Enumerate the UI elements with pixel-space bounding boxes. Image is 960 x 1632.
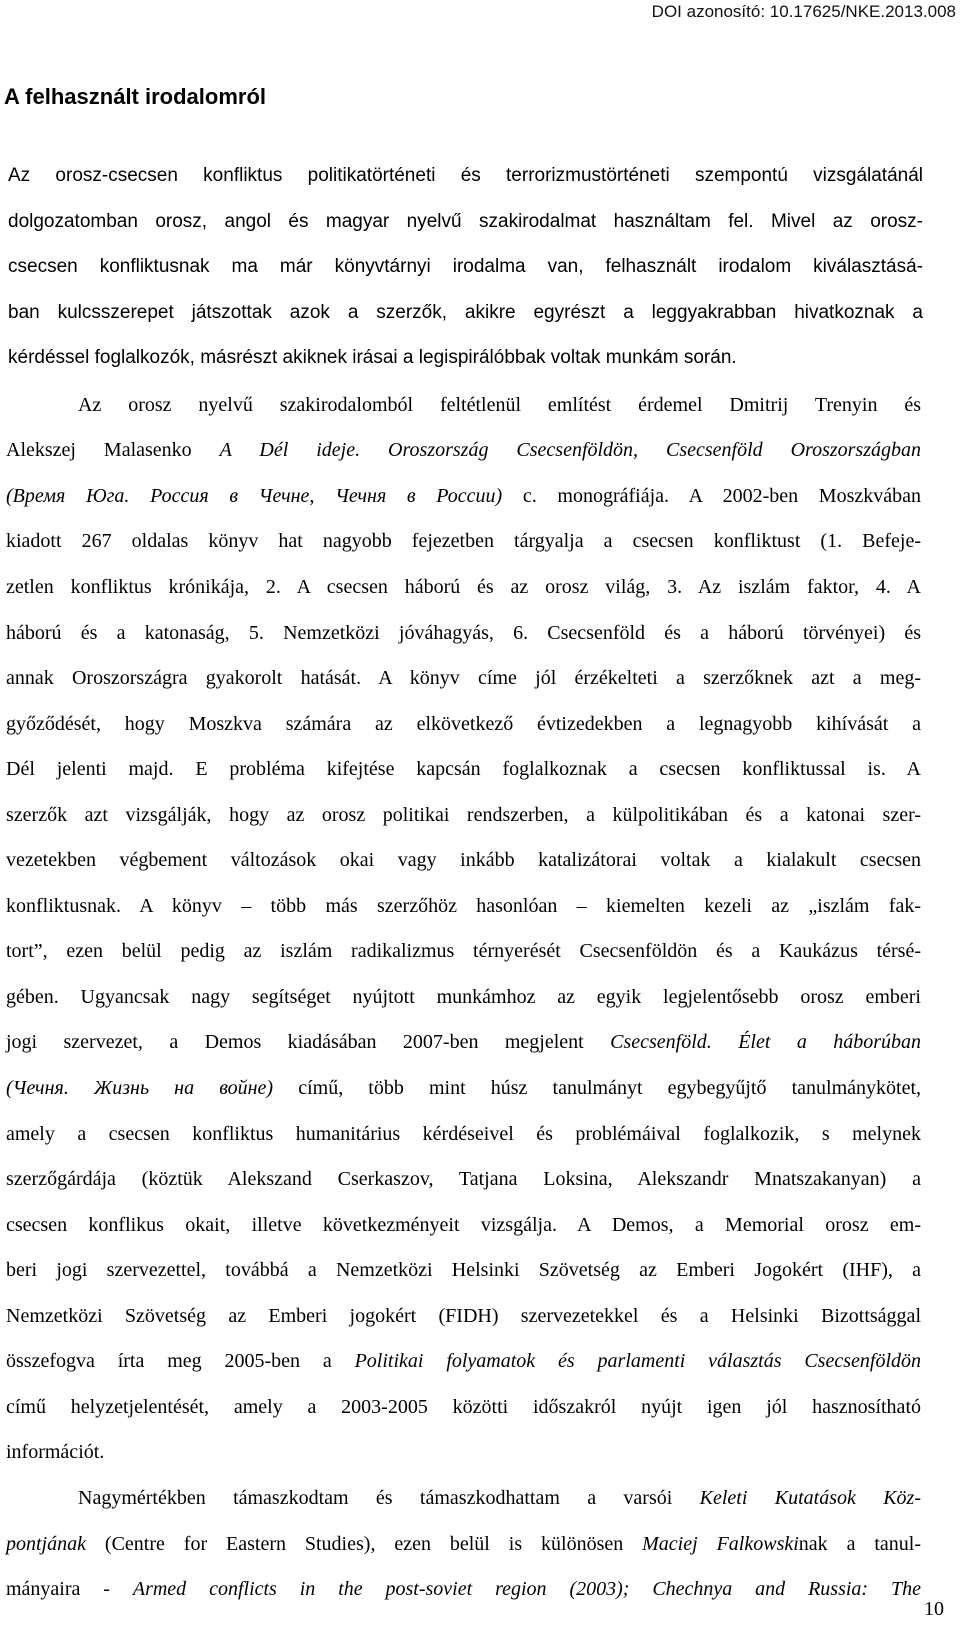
text-span: Dél jelenti majd. E probléma kifejtése kapcsán foglalkoznak a csecsen konfliktussal is. A — [6, 758, 921, 780]
text-span: Az orosz-csecsen konfliktus politikatörténeti és terrorizmustörténeti szempontú vizsgálatánál — [8, 165, 923, 186]
text-line — [6, 849, 921, 872]
italic-text: A Dél ideje. Oroszország Csecsenföldön, Csecsenföld Oroszországban — [219, 439, 921, 461]
text-span: nak a tanul- — [798, 1533, 921, 1555]
text-line — [6, 1578, 921, 1601]
text-line — [6, 940, 921, 963]
text-line — [6, 713, 921, 736]
italic-text: Maciej Falkowski — [642, 1533, 799, 1555]
text-line — [8, 302, 923, 324]
text-span: vezetekben végbement változások okai vagy inkább katalizátorai voltak a kialakult csecsen — [6, 849, 921, 871]
text-span: gében. Ugyancsak nagy segítséget nyújtott munkámhoz az egyik legjelentősebb orosz emberi — [6, 986, 921, 1008]
text-span: szerzők azt vizsgálják, hogy az orosz politikai rendszerben, a külpolitikában és a katonai szer- — [6, 804, 921, 826]
text-span: annak Oroszországra gyakorolt hatását. A könyv címe jól érzékelteti a szerzőknek azt a meg- — [6, 667, 921, 689]
text-line — [6, 1123, 921, 1146]
text-span: című helyzetjelentését, amely a 2003-2005 közötti időszakról nyújt igen jól hasznosítható — [6, 1396, 921, 1418]
text-line — [8, 256, 923, 278]
italic-text: Politikai folyamatok és parlamenti választás Csecsenföldön — [354, 1350, 921, 1372]
text-line — [78, 394, 921, 417]
text-span: mányaira - — [6, 1578, 133, 1600]
italic-text: (Чечня. Жизнь на войне) — [6, 1077, 274, 1099]
text-span: csecsen konfliktusnak ma már könyvtárnyi irodalma van, felhasznált irodalom kiválasztásá- — [8, 256, 923, 277]
text-line — [6, 667, 921, 690]
section-title: A felhasznált irodalomról — [4, 84, 267, 109]
text-line — [6, 1305, 921, 1328]
doi-header: DOI azonosító: 10.17625/NKE.2013.008 — [651, 2, 956, 21]
text-line — [6, 1168, 921, 1191]
text-line — [8, 347, 923, 369]
text-span: Alekszej Malasenko — [6, 439, 220, 461]
text-span: beri jogi szervezettel, továbbá a Nemzetközi Helsinki Szövetség az Emberi Jogokért (IHF), a — [6, 1259, 921, 1281]
text-span: Az orosz nyelvű szakirodalomból feltétlenül említést érdemel Dmitrij Trenyin és — [78, 394, 921, 416]
italic-text: (Время Юга. Россия в Чечне, Чечня в России) — [6, 485, 503, 507]
text-line — [6, 1533, 921, 1556]
text-line — [6, 895, 921, 918]
text-span: jogi szervezet, a Demos kiadásában 2007-ben megjelent — [6, 1031, 611, 1053]
text-line — [6, 1259, 921, 1282]
text-span: dolgozatomban orosz, angol és magyar nyelvű szakirodalmat használtam fel. Mivel az orosz- — [8, 211, 923, 232]
text-line — [6, 1214, 921, 1237]
text-span: konfliktusnak. A könyv – több más szerzőhöz hasonlóan – kiemelten kezeli az „iszlám fak- — [6, 895, 921, 917]
text-line — [6, 530, 921, 553]
text-span: tort”, ezen belül pedig az iszlám radikalizmus térnyerését Csecsenföldön és a Kaukázus térsé- — [6, 940, 921, 962]
text-line — [6, 1396, 921, 1419]
text-span: ban kulcsszerepet játszottak azok a szerzők, akikre egyrészt a leggyakrabban hivatkoznak a — [8, 302, 923, 323]
text-span: c. monográfiája. A 2002-ben Moszkvában — [502, 485, 921, 507]
text-span: amely a csecsen konfliktus humanitárius kérdéseivel és problémáival foglalkozik, s melynek — [6, 1123, 921, 1145]
page-number: 10 — [924, 1598, 944, 1620]
italic-text: Csecsenföld. Élet a háborúban — [610, 1031, 922, 1053]
text-line — [78, 1487, 921, 1510]
italic-text: pontjának — [6, 1533, 86, 1555]
text-line — [8, 211, 923, 233]
italic-text: Keleti Kutatások Köz- — [699, 1487, 921, 1509]
text-span: háború és a katonaság, 5. Nemzetközi jóváhagyás, 6. Csecsenföld és a háború törvényei) és — [6, 622, 921, 644]
text-span: információt. — [6, 1441, 105, 1463]
text-span: zetlen konfliktus krónikája, 2. A csecsen háború és az orosz világ, 3. Az iszlám faktor, 4. A — [6, 576, 921, 598]
text-span: csecsen konflikus okait, illetve következményeit vizsgálja. A Demos, a Memorial orosz em- — [6, 1214, 921, 1236]
text-line — [6, 622, 921, 645]
text-span: szerzőgárdája (köztük Alekszand Cserkaszov, Tatjana Loksina, Alekszandr Mnatszakanyan) a — [6, 1168, 921, 1190]
text-line — [6, 485, 921, 508]
text-line — [6, 1441, 921, 1464]
text-line — [8, 165, 923, 187]
text-line — [6, 758, 921, 781]
text-line — [6, 1077, 921, 1100]
text-line — [6, 1350, 921, 1373]
text-span: (Centre for Eastern Studies), ezen belül is különösen — [86, 1533, 643, 1555]
text-line — [6, 804, 921, 827]
text-line — [6, 439, 921, 462]
text-span: című, több mint húsz tanulmányt egybegyűjtő tanulmánykötet, — [273, 1077, 921, 1099]
text-line — [6, 1031, 921, 1054]
text-line — [6, 576, 921, 599]
italic-text: Armed conflicts in the post-soviet region (2003); Chechnya and Russia: The — [132, 1578, 921, 1600]
text-span: Nagymértékben támaszkodtam és támaszkodhattam a varsói — [78, 1487, 700, 1509]
text-span: összefogva írta meg 2005-ben a — [6, 1350, 355, 1372]
text-span: kérdéssel foglalkozók, másrészt akiknek irásai a legispirálóbbak voltak munkám során. — [8, 347, 737, 368]
text-line — [6, 986, 921, 1009]
text-span: kiadott 267 oldalas könyv hat nagyobb fejezetben tárgyalja a csecsen konfliktust (1. Befeje- — [6, 530, 921, 552]
text-span: győződését, hogy Moszkva számára az elkövetkező évtizedekben a legnagyobb kihívását a — [6, 713, 921, 735]
text-span: Nemzetközi Szövetség az Emberi jogokért (FIDH) szervezetekkel és a Helsinki Bizottsággal — [6, 1305, 921, 1327]
